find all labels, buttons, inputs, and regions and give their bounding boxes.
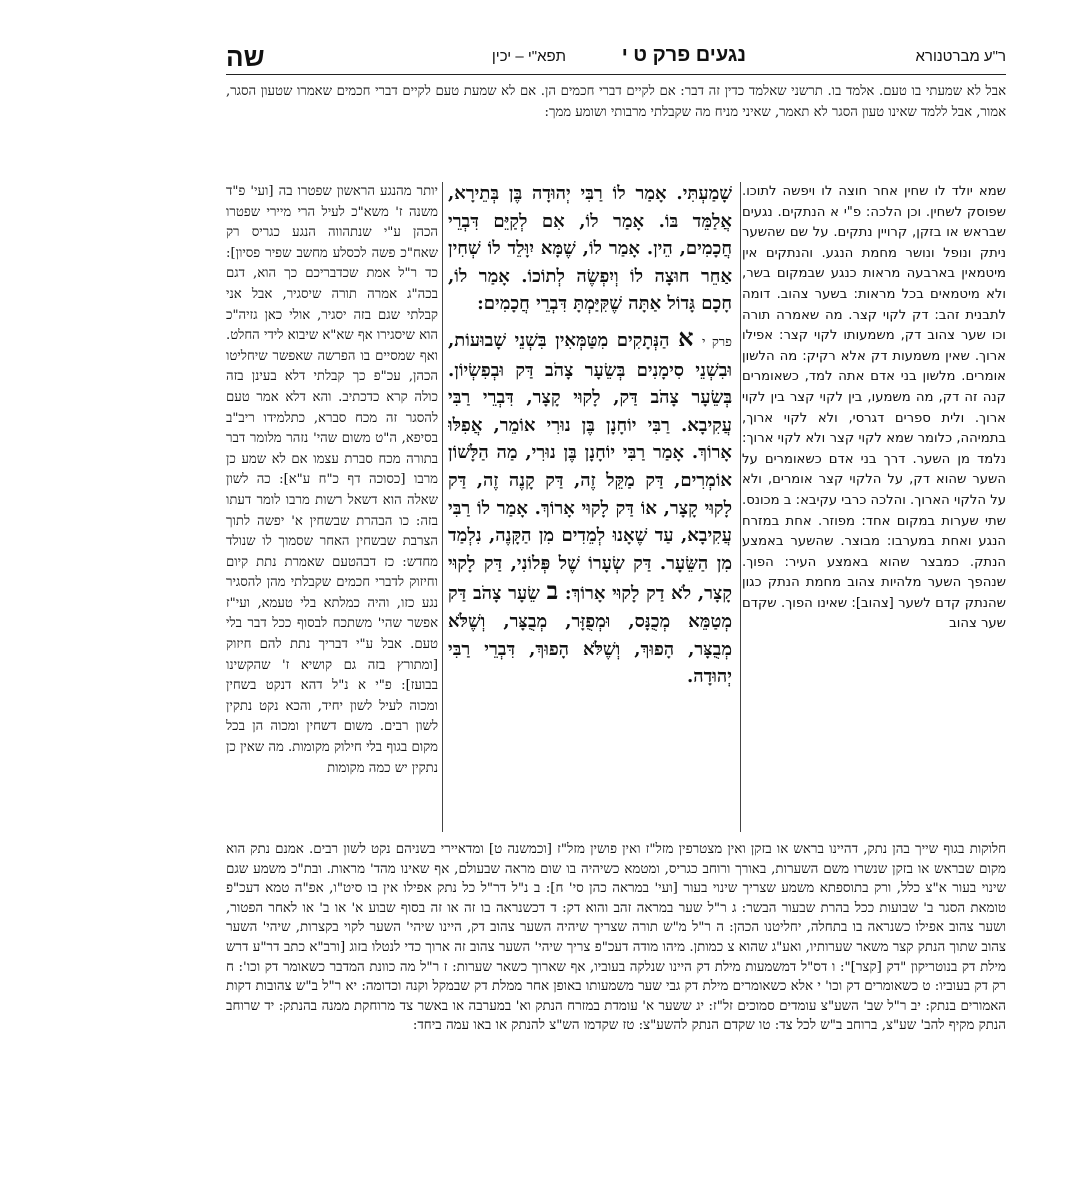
mishnah-column [448,180,732,832]
commentary-range: תפא"י – יכין [491,48,566,65]
mishnah-part1: שָׁמַעְתִּי. אָמַר לוֹ רַבִּי יְהוּדָה בֶּן בְּתֵירָא, אֲלַמֵּד בּוֹ. אָמַר לוֹ, אִם לְקַיֵּם דִּבְרֵי חֲכָמִים, הֵין. אָמַר לוֹ, שֶׁמָּא יִוָּלֵד לוֹ שְׁחִין אַחֵר חוּצָה לוֹ וְיִפְשֶׂה לְתוֹכוֹ. אָמַר לוֹ, חָכָם גָּדוֹל אַתָּה שֶׁקִּיַּמְתָּ דִּבְרֵי חֲכָמִים: [448,183,732,315]
perek-label: פרק י [702,334,732,350]
tiferet-yisrael-text: יותר מהנגע הראשון שפטרו בה [ועי' פ"ד משנה ז' משא"כ לעיל הרי מיירי שפטרו הכהן ע"י שנתהווה הנגע כגריס רק שאח"כ פשה לכסלע מחשב שפיר פסיון]: כד ר"ל אמת שכדבריכם כך הוא, דגם בכה"ג אמרה תורה שיסגיר, אבל אני קבלתי שגם בזה יסגיר, אולי כאן גזיה"כ הוא שיסגירו אף שא"א שיבוא לידי החלט. ואף שמסיים בו הפרשה שאפשר שיחליטו הכהן, עכ"פ כך קבלתי דלא בעינן בזה כולה קרא כדכתיב. והא דלא אמר טעם להסגר זה מכח סברא, כתלמידו ריב"ב בסיפא, ה"ט משום שהי' נזהר מלומר דבר בתורה מכח סברת עצמו אם לא שמע כן מרבו [כסוכה דף כ"ח ע"א]: כה לשון שאלה הוא דשאל רשות מרבו לומר דעתו בזה: כו הבהרת שבשחין א' יפשה לתוך הצרבת שבשחין האחר שסמוך לו שנולד מחדש: כז דבהטעם שאמרת נתת קיום וחיזוק לדברי חכמים שקבלתי מהן להסגיר נגע כזו, והיה כמלתא בלי טעמא, ועי"ז אפשר שהי' משתכח לבסוף ככל דבר בלי טעם. אבל ע"י דבריך נתת להם חיזוק [ומתורץ בזה גם קושיא ז' שהקשינו בבועז]: פ"י א נ"ל דהא דנקט בשחין ומכוה לעיל לשון יחיד, והכא נקט נתקין לשון רבים. משום דשחין ומכוה הן בכל מקום בגוף בלי חילוק מקומות. מה שאין כן נתקין יש כמה מקומות [226,184,438,776]
commentary-title: ר"ע מברטנורא [915,48,1006,65]
top-wide-text: אבל לא שמעתי בו טעם. אלמד בו. תרשני שאלמד כדין זה דבר: אם לקיים דברי חכמים הן. אם לא שמעת טעם לקיים דברי חכמים שאמרו שטעון הסגר, אמור, אבל ללמד שאינו טעון הסגר לא תאמר, שאיני מניח מה שקבלתי מרבותי ושומע ממך: [226,84,1006,120]
top-wide-commentary [226,82,1006,178]
header-rule [226,74,1006,75]
bottom-commentary [226,840,1006,1140]
page-number: שה [226,42,265,72]
mishnah-letter-bet: ב [546,576,559,606]
mishnah-letter-alef: א [678,322,694,352]
bartenura-text: שמא יולד לו שחין אחר חוצה לו ויפשה לתוכו. שפוסק לשחין. וכן הלכה: פ"י א הנתקים. נגעים שבראש או בזקן, קרויין נתקים. על שם שהשער ניתק ונופל ונושר מחמת הנגע. והנתקים אין מיטמאין בארבעה מראות כנגע שבמקום בשר, ולא מיטמאים בכל מראות: בשער צהוב. דומה לתבנית זהב: דק לקוי קצר. מה שאמרה תורה וכו שער צהוב דק, משמעותו לקוי קצר: אפילו ארוך. שאין משמעות דק אלא רקיק: מה הלשון אומרים. מלשון בני אדם אתה למד, כשאומרים קנה זה דק, מה משמעו, בין לקוי קצר בין לקוי ארוך. ולית ספרים דגרסי, ולא לקוי ארוך, בתמיהה, כלומר שמא לקוי קצר ולא לקוי ארוך: נלמד מן השער. דרך בני אדם כשאומרים על השער שהוא דק, על הלקוי קצר אומרים, ולא על הלקוי הארוך. והלכה כרבי עקיבא: ב מכונס. שתי שערות במקום אחד: מפוזר. אחת במזרח הנגע ואחת במערבו: מבוצר. שהשער באמצע הנתק. כמבצר שהוא באמצע העיר: הפוך. שנהפך השער מלהיות צהוב מחמת הנתק כגון שהנתק קדם לשער [צהוב]: שאינו הפוך. שקדם שער צהוב [742,184,1006,632]
tiferet-yisrael-column [226,182,438,832]
mishnah-part2: הַנְּתָקִים מִטַּמְּאִין בִּשְׁנֵי שָׁבוּעוֹת, וּבִשְׁנֵי סִימָנִים בְּשֵׂעָר צָהֹב דַּק וּבְפִשְׂיוֹן. בְּשֵׂעָר צָהֹב דַּק, לָקוּי קָצָר, דִּבְרֵי רַבִּי עֲקִיבָא. רַבִּי יוֹחָנָן בֶּן נוּרִי אוֹמֵר, אֲפִלּוּ אָרוֹךְ. אָמַר רַבִּי יוֹחָנָן בֶּן נוּרִי, מַה הַלָּשׁוֹן אוֹמְרִים, דַּק מַקֵּל זֶה, דַּק קָנֶה זֶה, דַּק לָקוּי קָצָר, אוֹ דַּק לָקוּי אָרוֹךְ. אָמַר לוֹ רַבִּי עֲקִיבָא, עַד שֶׁאָנוּ לְמֵדִים מִן הַקָּנֶה, נִלְמַד מִן הַשֵּׂעָר. דַּק שְׂעָרוֹ שֶׁל פְּלוֹנִי, דַּק לָקוּי קָצָר, לֹא דַק לָקוּי אָרוֹךְ: [448,329,732,605]
column-divider-left [442,182,443,832]
tractate-chapter-title: נגעים פרק ט י [621,44,746,66]
mishnah-part3: שֵׂעָר צָהֹב דַּק מְטַמֵּא מְכֻנָּס, וּמְפֻזָּר, מְבֻצָּר, וְשֶׁלֹּא מְבֻצָּר, הָפוּךְ, וְשֶׁלֹּא הָפוּךְ, דִּבְרֵי רַבִּי יְהוּדָה. [448,583,732,688]
bottom-commentary-text: חלוקות בגוף שייך בהן נתק, דהיינו בראש או בזקן ואין מצטרפין מזל"ז ואין פושין מזל"ז [וכמשנה ט] ומדאיירי בשניהם נקט לשון רבים. אמנם נתק הוא מקום שבראש או בזקן שנשרו משם השערות, באורך ורוחב כגריס, ומטמא כשיהיה בו שום מראה שבעולם, אף שאינו מהד' מראות. ובת"כ משמע שגם שינוי בעור א"צ כלל, ורק בתוספתא משמע שצריך שינוי בעור [ועי' במראה כהן סי' ח]: ב נ"ל דר"ל כל נתק אפילו אין בו סיט"ו, אפ"ה טמא דעכ"פ טומאת הסגר ב' שבועות ככל בהרת שבעור הבשר: ג ר"ל שער במראה זהב והוא דק: ד דכשנראה בו זה או זה בסוף שבוע א' או ב' או לאחר הפטור, ושער צהוב אפילו כשנראה בו בתחלה, יחליטנו הכהן: ה ר"ל מ"ש תורה שצריך שיהיה השער צהוב דק, היינו שיהי' השער לקוי בקצרות, שיהי' השער צהוב שתוך הנתק קצר משאר שערותיו, ואע"ג שהוא צ כמותן. מיהו מודה דעכ"פ צריך שיהי' השער צהוב זה ארוך כדי לנטלו בזוג [ורב"א כתב דר"ע דרש מילת דק בנוטריקון "דק [קצר]": ו דס"ל דמשמעות מילת דק היינו שנלקה בעוביו, אף שארוך כשאר שערות: ז ר"ל מה כוונת המדבר כשאומר דק וכו': ח רק דק בעוביו: ט כשאומרים דק וכו' י אלא כשאומרים מילת דק גבי שער משמעותו באופן אחר ממלת דק שבמקל וקנה וכדומה: יא ר"ל ב"ש צהובות דקות האמורים בנתק: יב ר"ל שב' השע"צ עומדים סמוכים זל"ז: יג ששער א' עומדת במזרח הנתק וא' במערבה או באשר צד מרוחקת ממנה בהנתק: יד שרוחב הנתק מקיף להב' שע"צ, ברוחב ב"ש לכל צד: טו שקדם הנתק להשע"צ: טז שקדמו הש"צ להנתק או באו עמה ביחד: [226,842,1006,1034]
page-header [226,44,1006,74]
bartenura-column [742,182,1006,832]
column-divider-right [740,182,741,832]
